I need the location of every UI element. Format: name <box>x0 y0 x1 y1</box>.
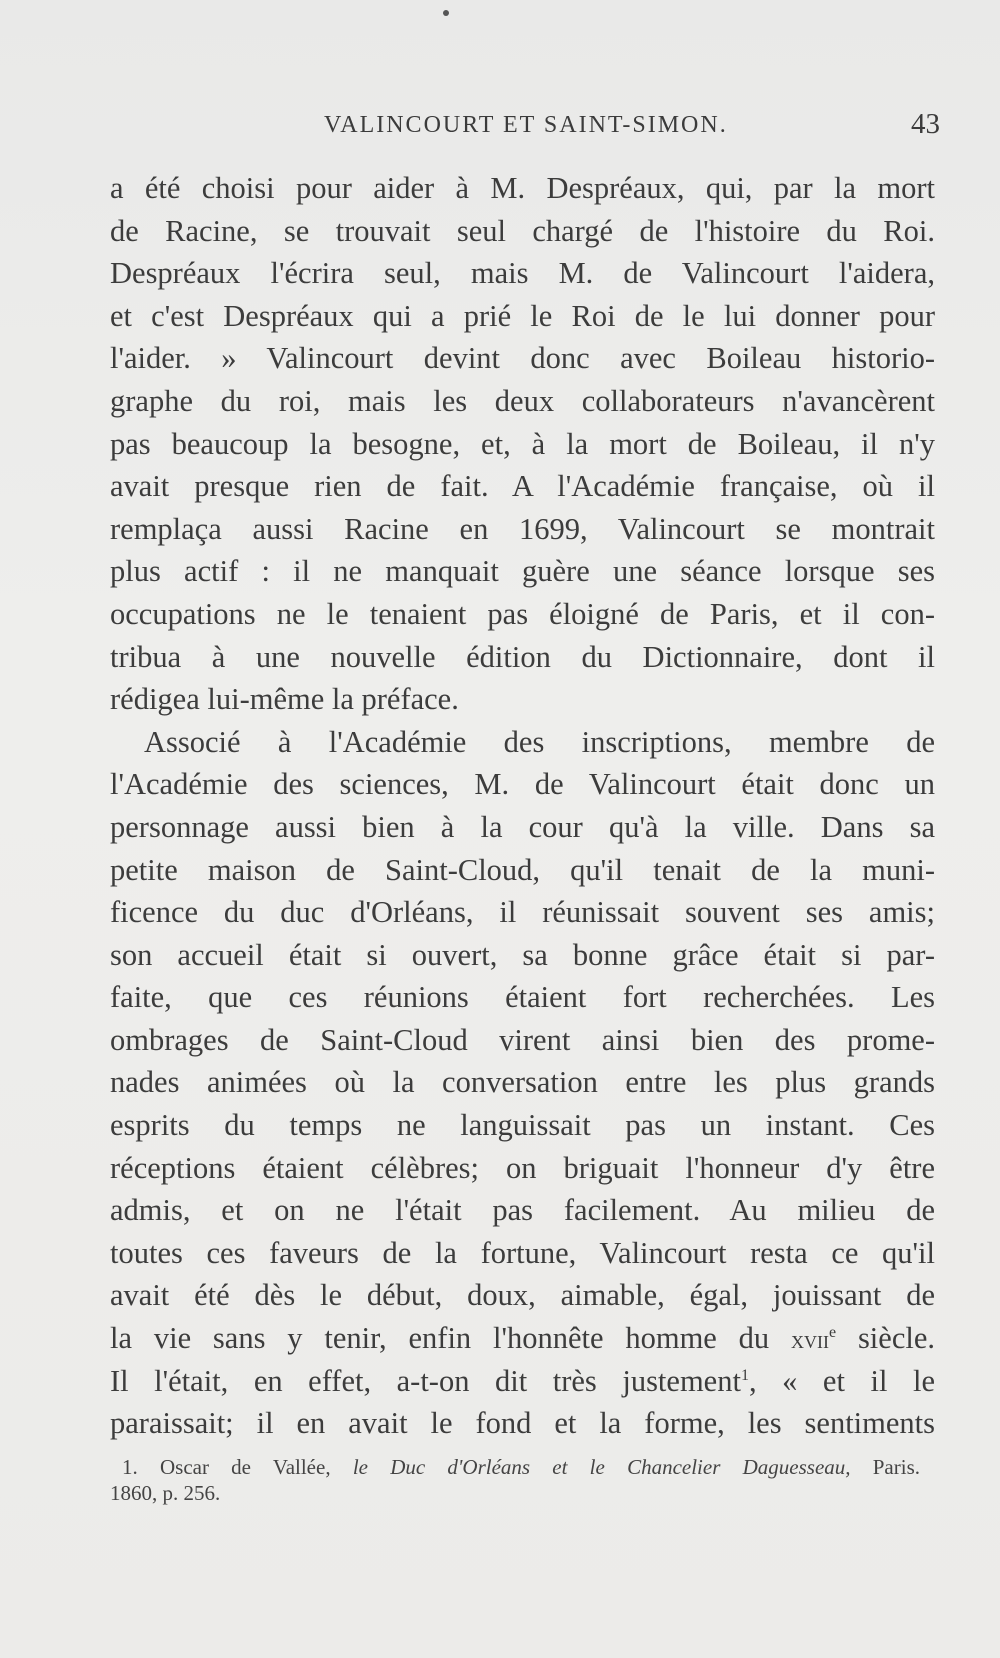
text-line: ficence du duc d'Orléans, il réunissait souvent ses amis; <box>110 895 935 930</box>
footnote-author: Oscar de Vallée, <box>159 1455 331 1479</box>
text-line: et c'est Despréaux qui a prié le Roi de le lui donner pour <box>110 298 935 333</box>
text-line: esprits du temps ne languissait pas un instant. Ces <box>110 1108 935 1143</box>
footnote-continuation: 1860, p. 256. <box>110 1481 221 1505</box>
footnote-reference: 1 <box>740 1366 749 1384</box>
text-line: toutes ces faveurs de la fortune, Valincourt resta ce qu'il <box>110 1235 935 1270</box>
text-run: , « et il le <box>748 1363 935 1398</box>
text-line <box>110 1317 935 1360</box>
text-line: graphe du roi, mais les deux collaborateurs n'avancèrent <box>110 383 935 418</box>
page-number: 43 <box>911 108 940 140</box>
text-line: nades animées où la conversation entre les plus grands <box>110 1065 935 1100</box>
text-line: plus actif : il ne manquait guère une séance lorsque ses <box>110 554 935 589</box>
text-line <box>110 1360 935 1403</box>
footnote <box>110 1454 920 1506</box>
ink-speck <box>443 10 449 16</box>
text-line: remplaça aussi Racine en 1699, Valincourt se montrait <box>110 511 935 546</box>
text-line: faite, que ces réunions étaient fort recherchées. Les <box>110 980 935 1015</box>
century-numeral: xvii <box>791 1325 829 1355</box>
text-line: l'aider. » Valincourt devint donc avec Boileau historio- <box>110 341 935 376</box>
text-line: admis, et on ne l'était pas facilement. Au milieu de <box>110 1193 935 1228</box>
running-head <box>110 108 940 148</box>
text-line: de Racine, se trouvait seul chargé de l'histoire du Roi. <box>110 213 935 248</box>
text-line: l'Académie des sciences, M. de Valincourt était donc un <box>110 767 935 802</box>
text-line: petite maison de Saint-Cloud, qu'il tenait de la muni- <box>110 852 935 887</box>
text-run: Il l'était, en effet, a-t-on dit très justement <box>110 1363 741 1398</box>
text-line: avait été dès le début, doux, aimable, égal, jouissant de <box>110 1278 935 1313</box>
text-line: a été choisi pour aider à M. Despréaux, qui, par la mort <box>110 171 935 205</box>
text-line: tribua à une nouvelle édition du Dictionnaire, dont il <box>110 639 935 674</box>
paragraph-end-line: rédigea lui-même la préface. <box>110 682 459 717</box>
century-suffix: e <box>829 1323 837 1341</box>
text-line: paraissait; il en avait le fond et la forme, les sentiments <box>110 1406 935 1441</box>
footnote-line <box>110 1454 920 1480</box>
text-line: pas beaucoup la besogne, et, à la mort de Boileau, il n'y <box>110 426 935 461</box>
body-text <box>110 167 935 1445</box>
text-line: personnage aussi bien à la cour qu'à la ville. Dans sa <box>110 809 935 844</box>
text-run: la vie sans y tenir, enfin l'honnête homme du <box>110 1321 791 1356</box>
text-line: occupations ne le tenaient pas éloigné de Paris, et il con- <box>110 596 935 631</box>
text-line: son accueil était si ouvert, sa bonne grâce était si par- <box>110 937 935 972</box>
text-line: Despréaux l'écrira seul, mais M. de Valincourt l'aidera, <box>110 256 935 291</box>
footnote-number: 1. <box>122 1455 138 1479</box>
text-line: ombrages de Saint-Cloud virent ainsi bien des prome- <box>110 1022 935 1057</box>
footnote-title: le Duc d'Orléans et le Chancelier Daguesseau, <box>352 1455 851 1479</box>
running-title: VALINCOURT ET SAINT-SIMON. <box>324 112 728 138</box>
paragraph-first-line: Associé à l'Académie des inscriptions, membre de <box>144 724 935 759</box>
text-line: réceptions étaient célèbres; on briguait l'honneur d'y être <box>110 1150 935 1185</box>
text-run: siècle. <box>836 1321 935 1356</box>
footnote-place: Paris. <box>872 1455 920 1479</box>
text-line: avait presque rien de fait. A l'Académie française, où il <box>110 469 935 504</box>
